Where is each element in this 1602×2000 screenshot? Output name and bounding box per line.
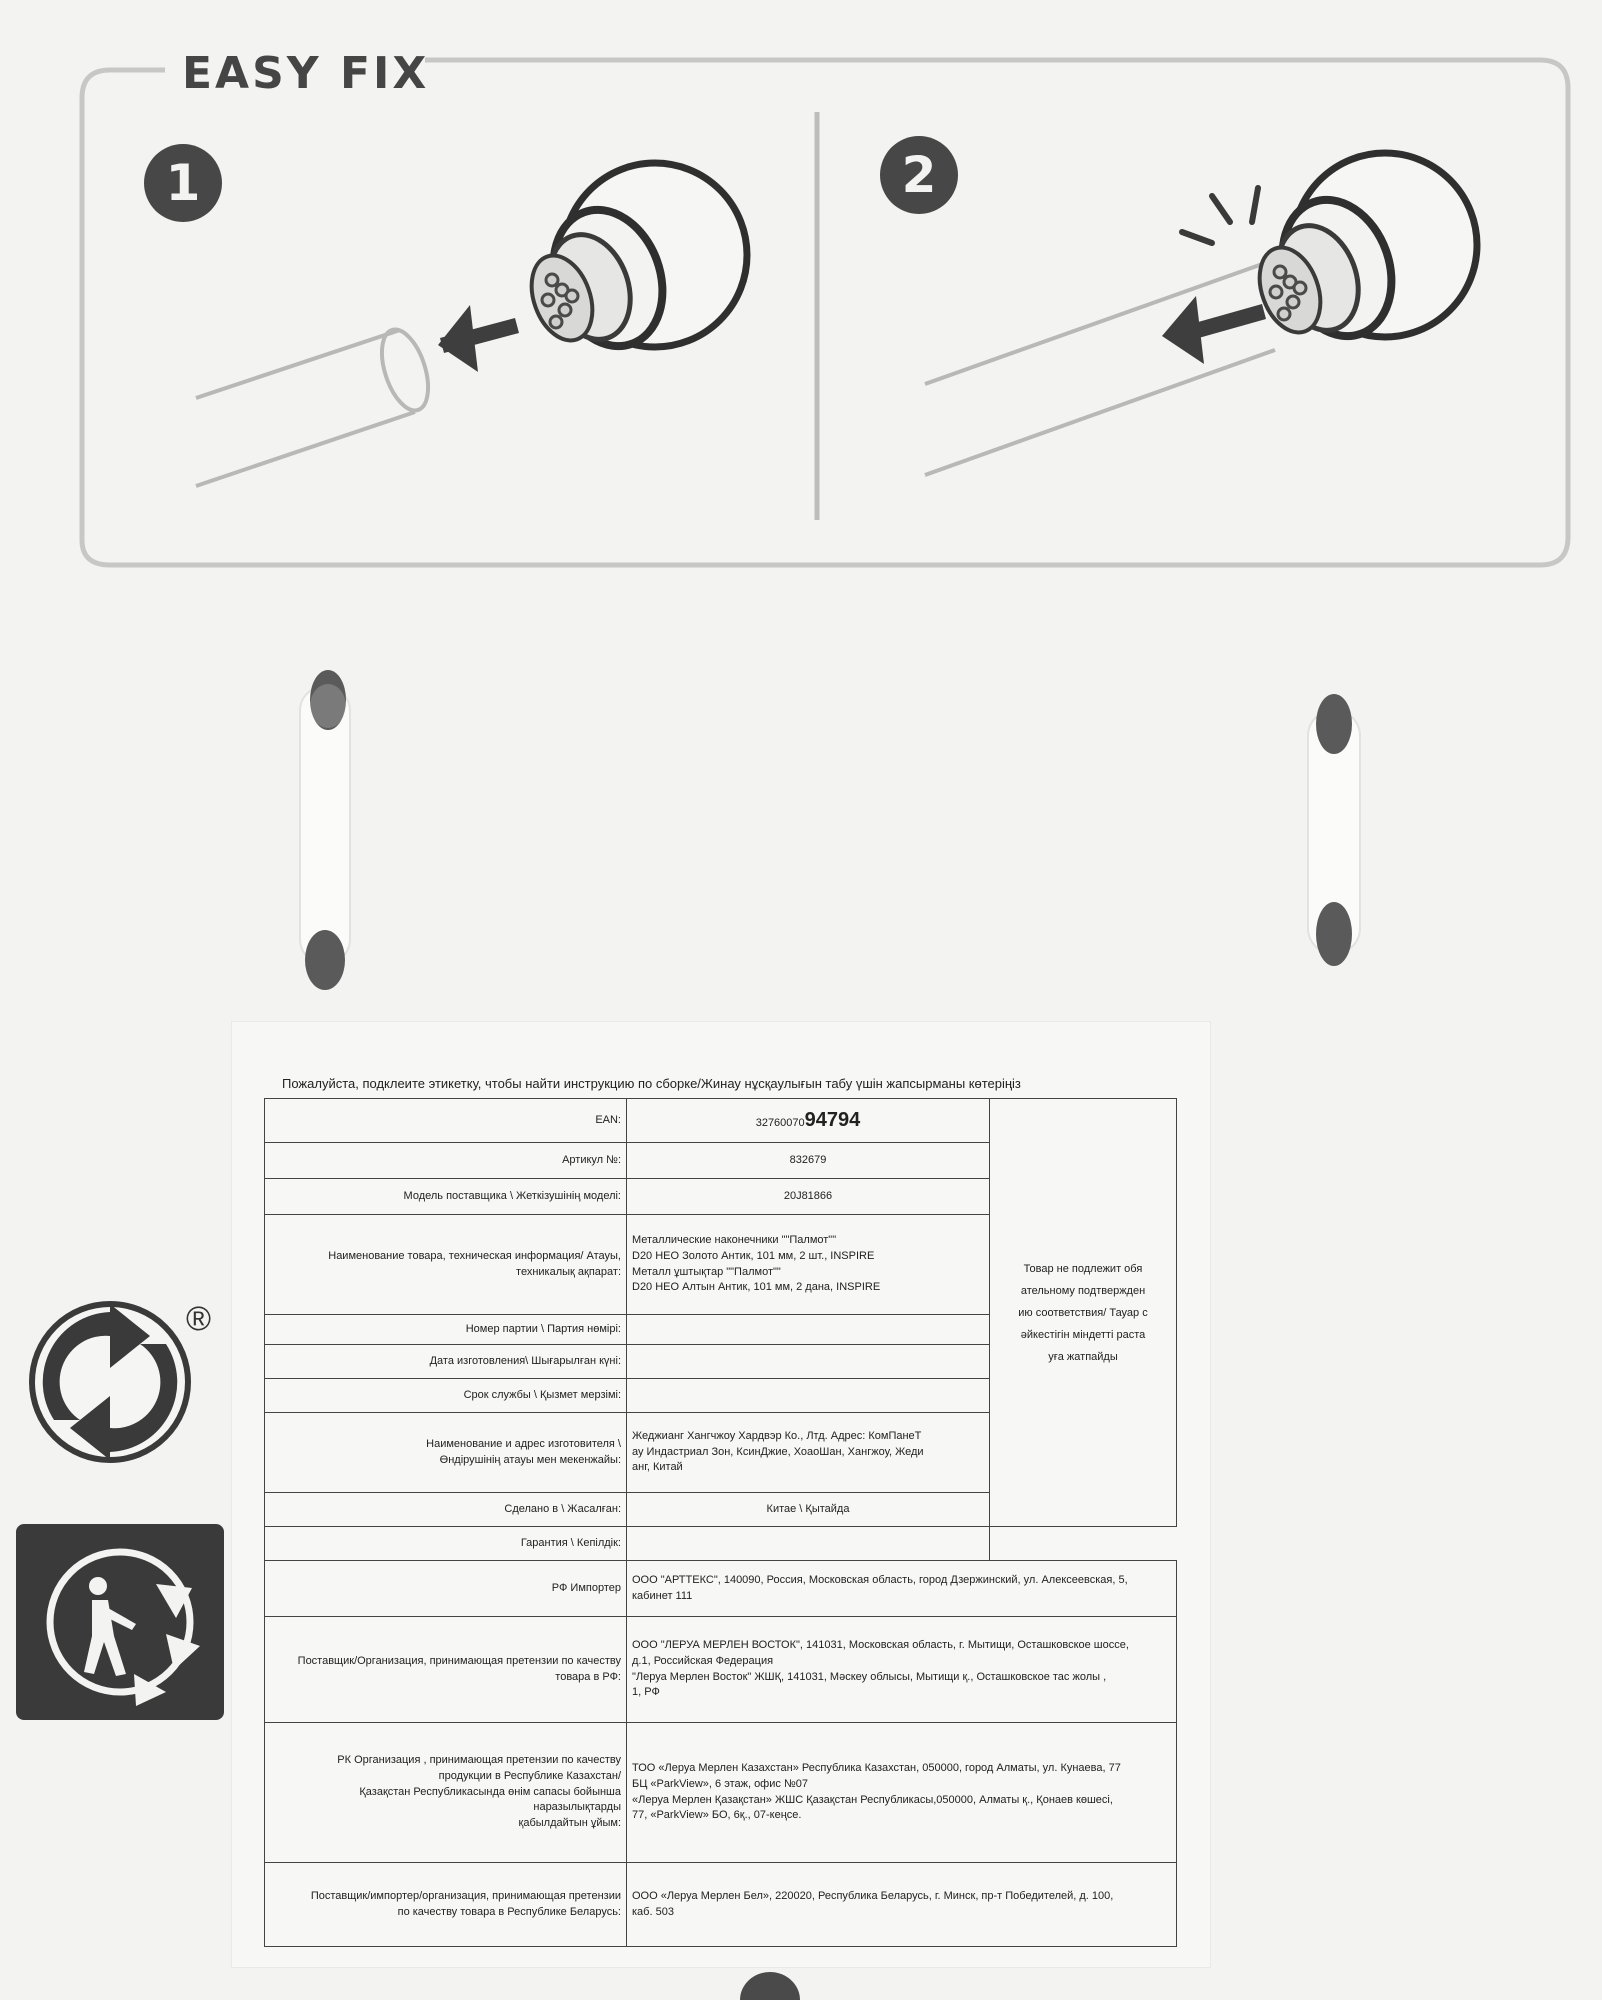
organization-kz-key: РК Организация , принимающая претензии по качеству продукции в Республике Казахстан/ Қазақстан Республикасында өнім сапасы бойынша наразылықтарды қабылдайтын ұйым: — [265, 1723, 627, 1863]
service-life-key: Срок службы \ Қызмет мерзімі: — [265, 1379, 627, 1413]
hanging-slot-left — [280, 660, 370, 1000]
article-value: 832679 — [627, 1143, 990, 1179]
manufacturer-key: Наименование и адрес изготовителя \ Өндірушінің атауы мен мекенжайы: — [265, 1413, 627, 1493]
step-2-badge: 2 — [880, 136, 958, 214]
label-instruction: Пожалуйста, подклеите этикетку, чтобы найти инструкцию по сборке/Жинау нұсқаулығын табу үшін жапсырманы көтеріңіз — [282, 1076, 1021, 1091]
article-key: Артикул №: — [265, 1143, 627, 1179]
finial-insert-illustration — [196, 163, 747, 486]
service-life-value — [627, 1379, 990, 1413]
table-row — [265, 1099, 1177, 1143]
made-in-key: Сделано в \ Жасалған: — [265, 1493, 627, 1527]
table-row — [265, 1527, 1177, 1561]
table-row — [265, 1617, 1177, 1723]
batch-number-value — [627, 1315, 990, 1345]
supplier-by-value: ООО «Леруа Мерлен Бел», 220020, Республика Беларусь, г. Минск, пр-т Победителей, д. 100, каб. 503 — [627, 1863, 1177, 1947]
ean-value: 3276007094794 — [627, 1099, 990, 1143]
certification-note: Товар не подлежит обя ательному подтвержден ию соответствия/ Тауар с әйкестігін міндетті раста уға жатпайды — [990, 1099, 1177, 1527]
step-1-badge: 1 — [144, 144, 222, 222]
easy-fix-title: EASY FIX — [182, 48, 430, 99]
organization-kz-value: ТОО «Леруа Мерлен Казахстан» Республика Казахстан, 050000, город Алматы, ул. Кунаева, 77 БЦ «ParkView», 6 этаж, офис №07 «Леруа Мерлен Қазақстан» ЖШС Қазақстан Республикасы,050000, Алматы қ., Қонаев көшесі, 77, «ParkView» БО, 6қ., 07-кеңсе. — [627, 1723, 1177, 1863]
supplier-model-key: Модель поставщика \ Жеткізушінің моделі: — [265, 1179, 627, 1215]
ean-key: EAN: — [265, 1099, 627, 1143]
warranty-value — [627, 1527, 990, 1561]
product-name-value: Металлические наконечники ""Палмот"" D20 НЕО Золото Антик, 101 мм, 2 шт., INSPIRE Металл ұштықтар ""Палмот"" D20 НЕО Алтын Антик, 101 мм, 2 дана, INSPIRE — [627, 1215, 990, 1315]
table-row — [265, 1863, 1177, 1947]
manufacturer-value: Жеджианг Хангчжоу Хардвэр Ко., Лтд. Адрес: КомПанеТ ау Индастриал Зон, КсинДжие, ХоаоШан, Хангжоу, Жеди анг, Китай — [627, 1413, 990, 1493]
batch-number-key: Номер партии \ Партия нөмірі: — [265, 1315, 627, 1345]
supplier-rf-value: ООО "ЛЕРУА МЕРЛЕН ВОСТОК", 141031, Московская область, г. Мытищи, Осташковское шоссе, д.1, Российская Федерация "Леруа Мерлен Восток" ЖШҚ, 141031, Мәскеу облысы, Мытищи қ., Осташковское тас жолы , 1, РФ — [627, 1617, 1177, 1723]
importer-key: РФ Импортер — [265, 1561, 627, 1617]
registered-mark: ® — [186, 1300, 212, 1338]
table-row — [265, 1723, 1177, 1863]
finial-click-illustration — [925, 153, 1477, 475]
hanging-slot-right — [1290, 684, 1380, 974]
supplier-rf-key: Поставщик/Организация, принимающая претензии по качеству товара в РФ: — [265, 1617, 627, 1723]
triman-recycling-icon — [16, 1524, 224, 1720]
manufacture-date-key: Дата изготовления\ Шығарылған күні: — [265, 1345, 627, 1379]
made-in-value: Китае \ Қытайда — [627, 1493, 990, 1527]
label-table — [264, 1098, 1177, 1947]
supplier-by-key: Поставщик/импортер/организация, принимающая претензии по качеству товара в Республике Беларусь: — [265, 1863, 627, 1947]
warranty-key: Гарантия \ Кепілдік: — [265, 1527, 627, 1561]
table-row — [265, 1561, 1177, 1617]
supplier-model-value: 20J81866 — [627, 1179, 990, 1215]
importer-value: ООО "АРТТЕКС", 140090, Россия, Московская область, город Дзержинский, ул. Алексеевская, 5, кабинет 111 — [627, 1561, 1177, 1617]
product-name-key: Наименование товара, техническая информация/ Атауы, техникалық ақпарат: — [265, 1215, 627, 1315]
manufacture-date-value — [627, 1345, 990, 1379]
